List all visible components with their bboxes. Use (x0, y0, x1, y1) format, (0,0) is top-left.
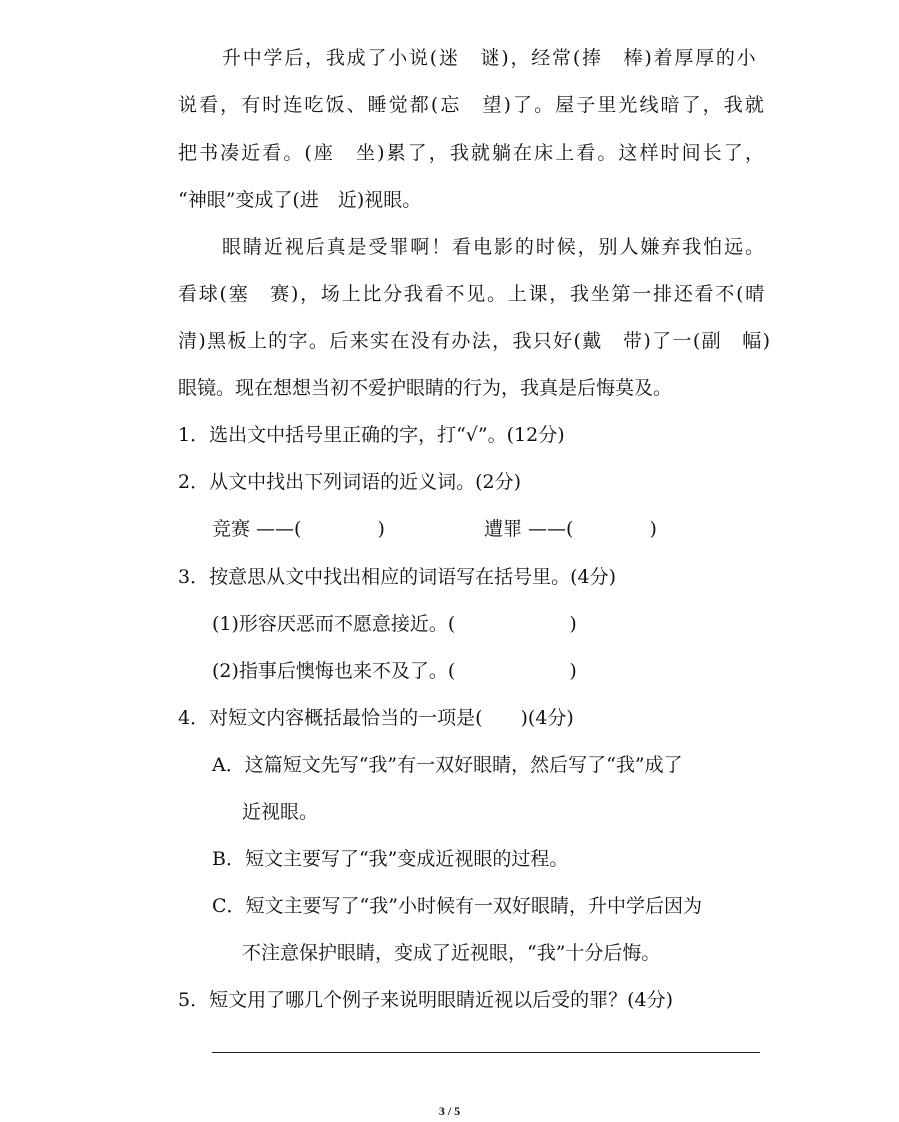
passage-p1-line4: “神眼”变成了(进 近)视眼。 (178, 189, 422, 211)
question-4[interactable]: 4．对短文内容概括最恰当的一项是( )(4分) (178, 707, 574, 729)
passage-p2-line3: 清)黑板上的字。后来实在没有办法，我只好(戴 带)了一(副 幅) (178, 330, 772, 352)
question-5: 5．短文用了哪几个例子来说明眼睛近视以后受的罪？(4分) (178, 989, 674, 1011)
question-2-pair-2[interactable]: 遭罪 ——( ) (484, 518, 657, 540)
question-4-option-c-line2[interactable]: 不注意保护眼睛，变成了近视眼，“我”十分后悔。 (242, 942, 661, 964)
question-5-answer-line[interactable] (212, 1052, 760, 1053)
question-4-option-a-line2[interactable]: 近视眼。 (242, 801, 319, 823)
passage-p2-line4: 眼镜。现在想想当初不爱护眼睛的行为，我真是后悔莫及。 (178, 377, 673, 399)
question-3: 3．按意思从文中找出相应的词语写在括号里。(4分) (178, 566, 617, 588)
page-number: 3 / 5 (438, 1104, 461, 1118)
question-4-option-a-line1[interactable]: A．这篇短文先写“我”有一双好眼睛，然后写了“我”成了 (212, 754, 683, 776)
passage-p2-line1: 眼睛近视后真是受罪啊！看电影的时候，别人嫌弃我怕远。 (222, 236, 766, 258)
question-3-item-2[interactable]: (2)指事后懊悔也来不及了。( ) (212, 660, 577, 682)
passage-p1-line2: 说看，有时连吃饭、睡觉都(忘 望)了。屋子里光线暗了，我就 (178, 94, 766, 116)
question-3-item-1[interactable]: (1)形容厌恶而不愿意接近。( ) (212, 613, 577, 635)
question-2-pair-1[interactable]: 竞赛 ——( ) (212, 518, 385, 540)
question-4-option-c-line1[interactable]: C．短文主要写了“我”小时候有一双好眼睛，升中学后因为 (212, 895, 702, 917)
passage-p2-line2: 看球(塞 赛)，场上比分我看不见。上课，我坐第一排还看不(晴 (178, 283, 766, 305)
question-1: 1．选出文中括号里正确的字，打“√”。(12分) (178, 424, 565, 446)
passage-p1-line1: 升中学后，我成了小说(迷 谜)，经常(捧 棒)着厚厚的小 (222, 47, 758, 69)
question-2: 2．从文中找出下列词语的近义词。(2分) (178, 471, 522, 493)
question-4-option-b[interactable]: B．短文主要写了“我”变成近视眼的过程。 (212, 848, 569, 870)
passage-p1-line3: 把书凑近看。(座 坐)累了，我就躺在床上看。这样时间长了， (178, 142, 766, 164)
